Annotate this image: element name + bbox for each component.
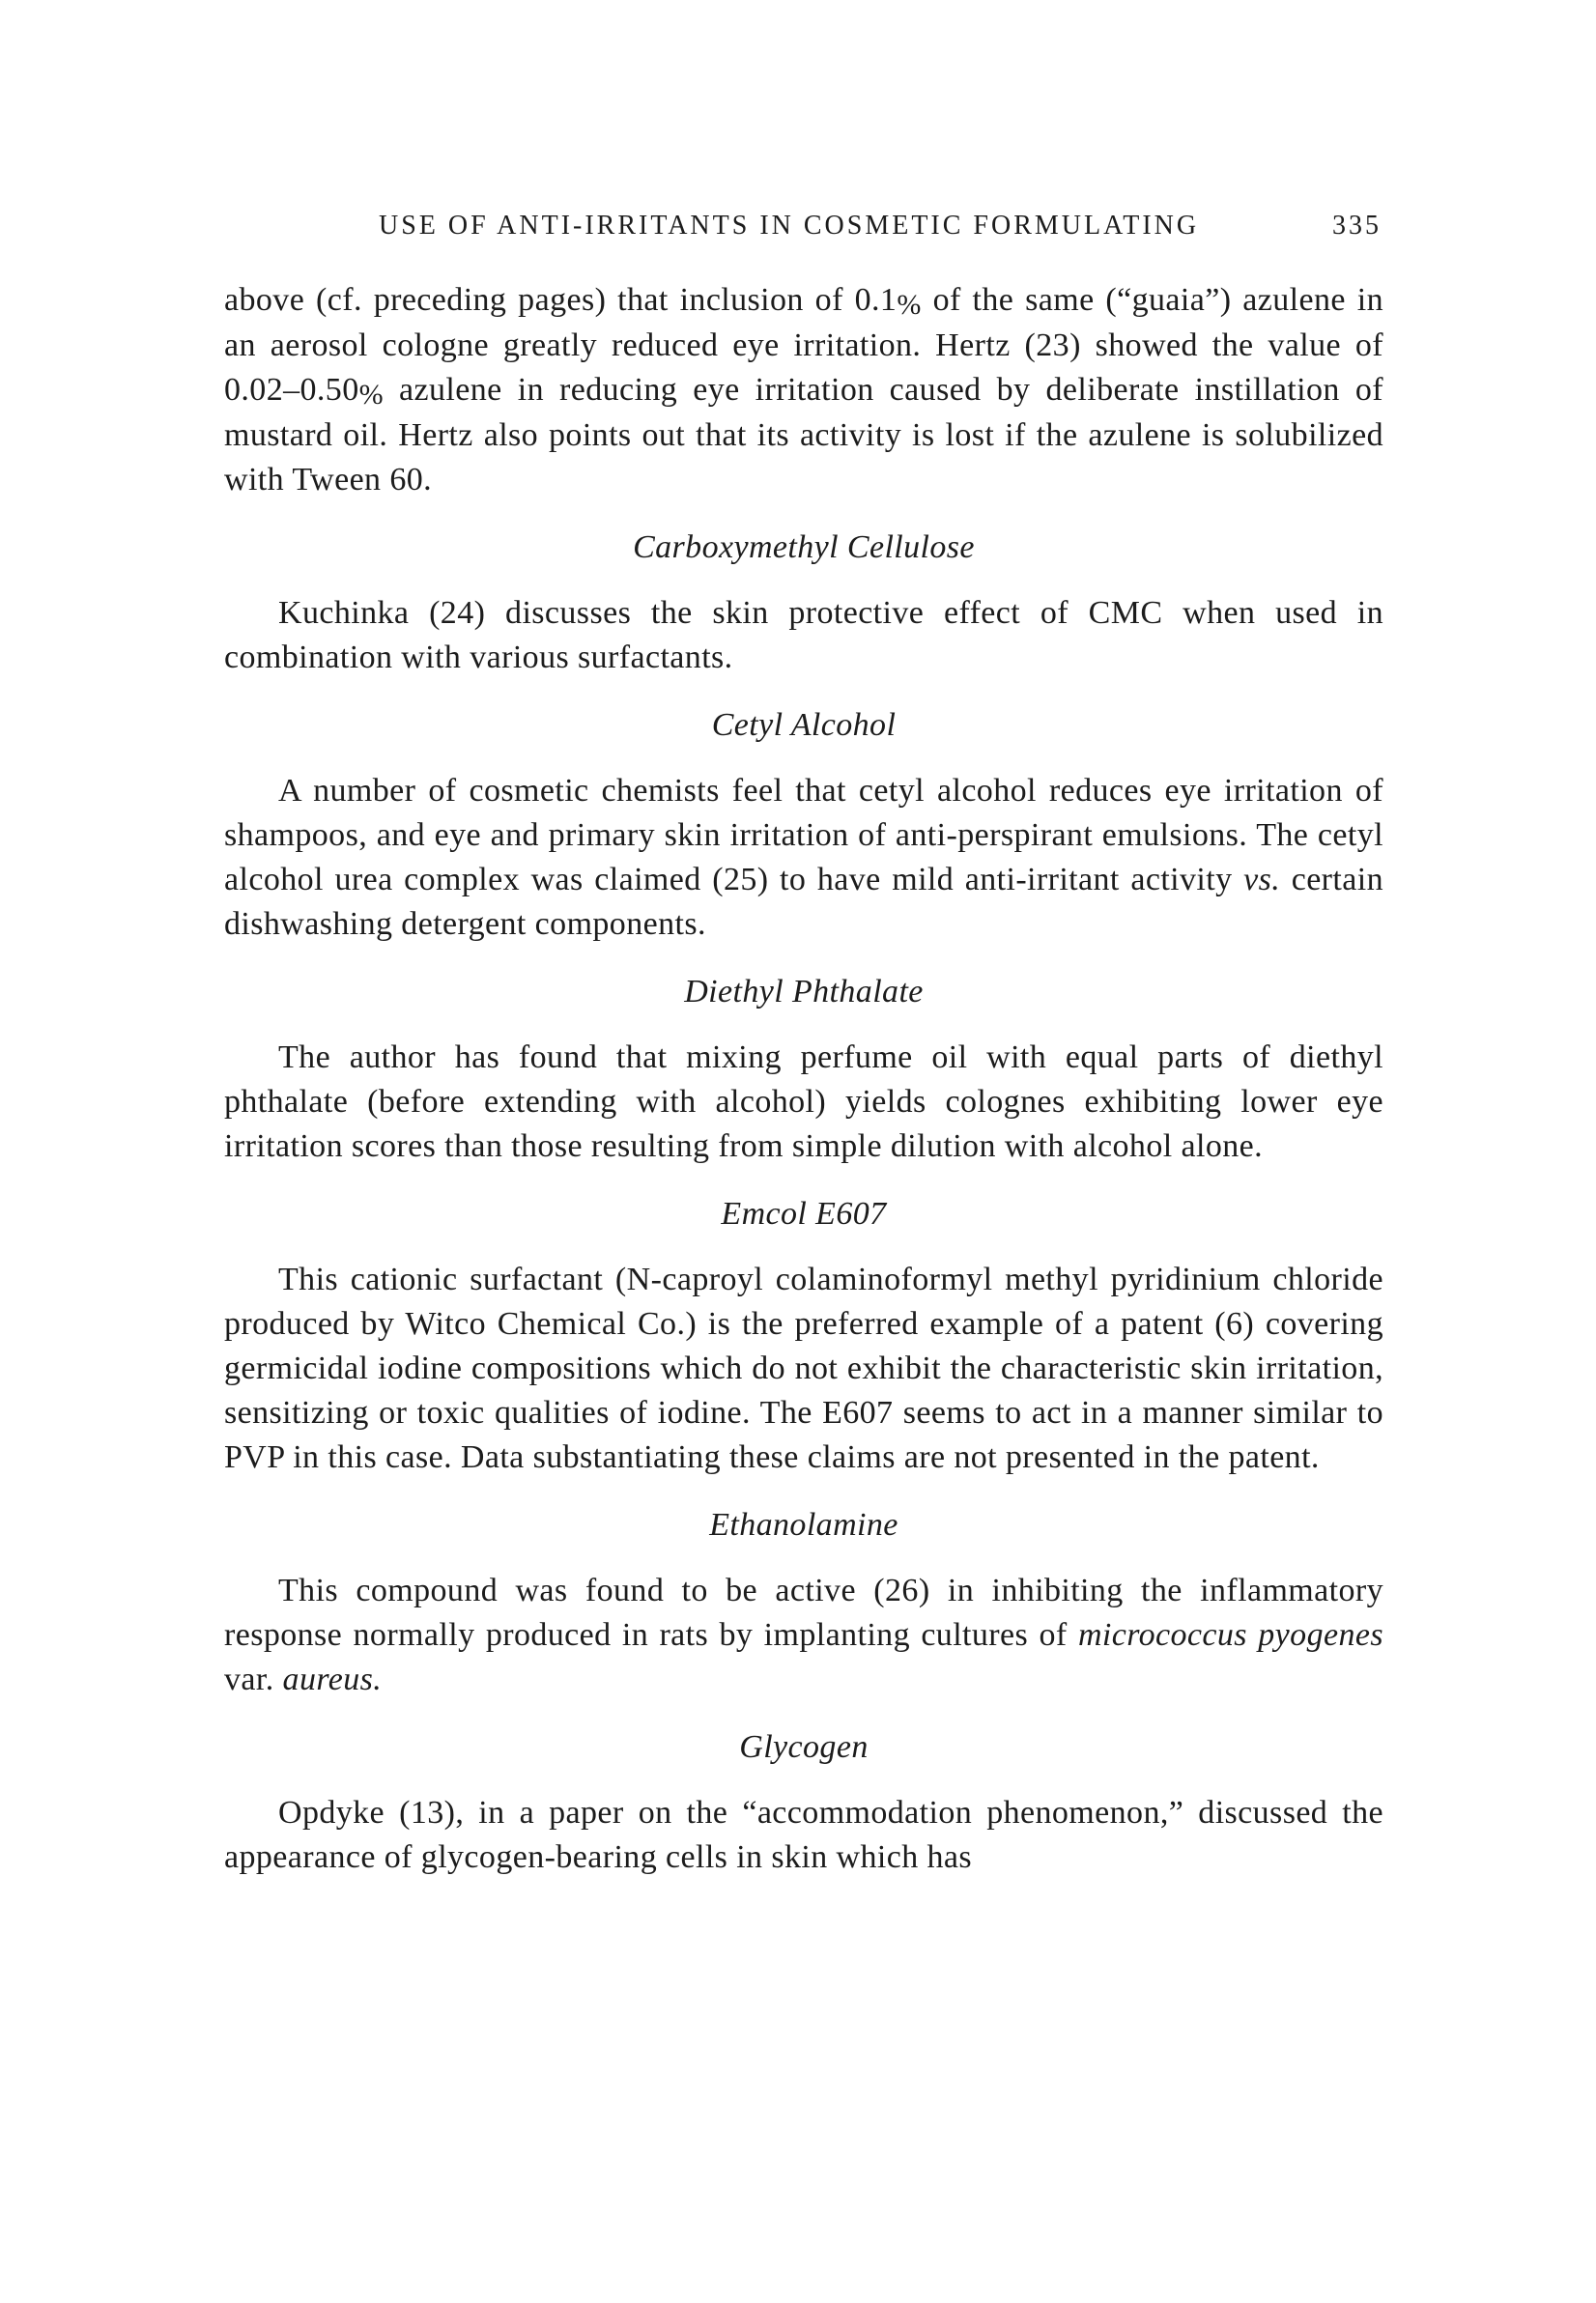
intro-paragraph [224,278,1383,502]
section-paragraph-emcol: This cationic surfactant (N-caproyl colaminoformyl methyl pyridinium chloride produced by Witco Chemical Co.) is the preferred example of a patent (6) covering germicidal iodine compositions which do not exhibit the characteristic skin irritation, sensitizing or toxic qualities of iodine. The E607 seems to act in a manner similar to PVP in this case. Data substantiating these claims are not presented in the patent. [224,1262,1383,1475]
section-paragraph-cmc: Kuchinka (24) discusses the skin protective effect of CMC when used in combination with various surfactants. [224,595,1383,675]
section-paragraph-glycogen: Opdyke (13), in a paper on the “accommodation phenomenon,” discussed the appearance of glycogen-bearing cells in skin which has [224,1795,1383,1875]
running-head [224,211,1383,245]
section-heading-glycogen: Glycogen [739,1729,869,1765]
section-heading-ethanolamine: Ethanolamine [709,1507,898,1543]
section-heading-emcol: Emcol E607 [721,1196,887,1232]
percent-sign: % [358,379,384,411]
intro-text-3: azulene in reducing eye irritation caused by deliberate instillation of mustard oil. Hertz also points out that its activity is lost if the azulene is solubilized with Tween 60. [224,372,1383,498]
body-text [224,278,1383,1880]
ethanolamine-organism-italic: micrococcus pyogenes [1077,1617,1383,1653]
section-paragraph-diethyl-phthalate: The author has found that mixing perfume oil with equal parts of diethyl phthalate (before extending with alcohol) yields colognes exhibiting lower eye irritation scores than those resulting from simple dilution with alcohol alone. [224,1039,1383,1164]
ethanolamine-text-a: This compound was found to be active (26) in inhibiting the inflammatory response normally produced in rats by implanting cultures of [224,1573,1383,1653]
section-paragraph-ethanolamine [224,1569,1383,1702]
running-title: USE OF ANTI-IRRITANTS IN COSMETIC FORMULATING [379,211,1200,241]
percent-sign: % [897,289,922,321]
cetyl-text-a: A number of cosmetic chemists feel that cetyl alcohol reduces eye irritation of shampoos, and eye and primary skin irritation of anti-perspirant emulsions. The cetyl alcohol urea complex was claimed (25) to have mild anti-irritant activity [224,773,1383,897]
ethanolamine-variety-italic: aureus. [282,1662,383,1697]
section-heading-cetyl-alcohol: Cetyl Alcohol [711,707,897,743]
ethanolamine-text-b: var. [224,1662,283,1697]
page-number: 335 [1332,211,1382,241]
section-paragraph-cetyl-alcohol [224,769,1383,947]
cetyl-text-b: certain dishwashing detergent components. [224,862,1383,942]
intro-text-2: of the same (“guaia”) azulene in an aerosol cologne greatly reduced eye irritation. Hertz (23) showed the value of 0.02–0.50 [224,282,1383,408]
section-heading-diethyl-phthalate: Diethyl Phthalate [684,974,924,1009]
cetyl-text-italic: vs. [1243,862,1281,897]
section-heading-cmc: Carboxymethyl Cellulose [633,529,975,565]
intro-text-1: above (cf. preceding pages) that inclusion of 0.1 [224,282,898,318]
